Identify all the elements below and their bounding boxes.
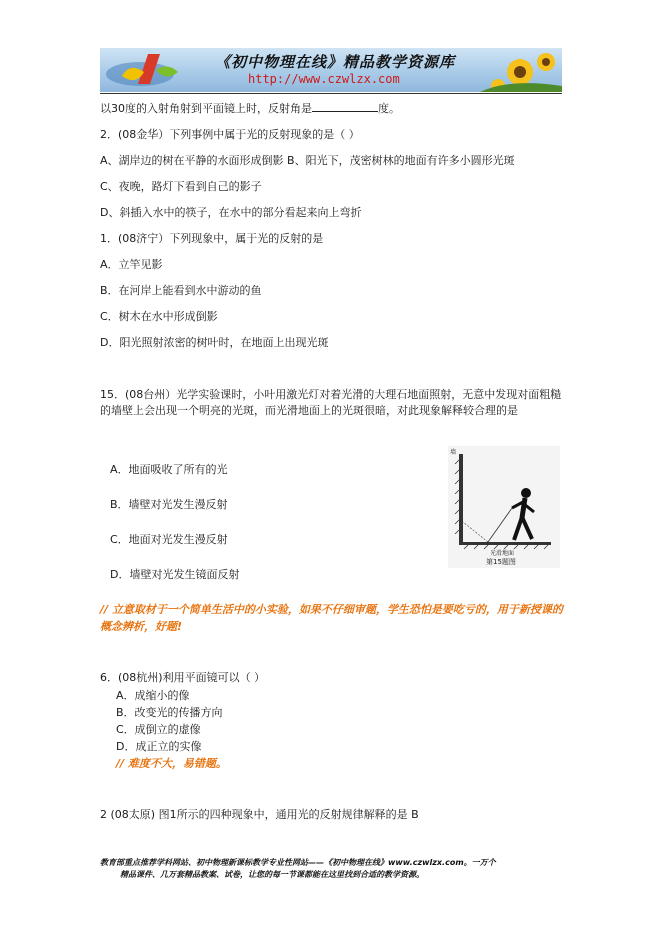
- floor: [459, 542, 551, 545]
- footer-line-2: 精品课件、几万套精品教案、试卷，让您的每一节课都能在这里找到合适的教学资源。: [120, 870, 424, 879]
- footer-line-1: 教育部重点推荐学科网站、初中物理新课标教学专业性网站——《初中物理在线》www.czwlzx.com。一万个: [100, 858, 496, 867]
- hangzhou-option-c: C．成倒立的虚像: [116, 723, 201, 736]
- intro-text: 以30度的入射角射到平面镜上时，反射角是: [100, 102, 312, 115]
- jining-option-a: A．立竿见影: [100, 258, 163, 271]
- taizhou-comment: // 立意取材于一个简单生活中的小实验，如果不仔细审题，学生恐怕是要吃亏的，用于新授课的概念辨析，好题!: [100, 603, 563, 633]
- hangzhou-option-a: A．成缩小的像: [116, 689, 190, 702]
- taizhou-option-a: A．地面吸收了所有的光: [110, 463, 228, 476]
- hangzhou-option-b: B．改变光的传播方向: [116, 706, 223, 719]
- taizhou-option-c: C．地面对光发生漫反射: [110, 533, 228, 546]
- jining-option-b: B．在河岸上能看到水中游动的鱼: [100, 284, 262, 297]
- taizhou-option-d: D．墙壁对光发生镜面反射: [110, 568, 240, 581]
- figure-caption: 第15题图: [486, 558, 516, 566]
- hangzhou-option-d: D．成正立的实像: [116, 740, 202, 753]
- jining-option-c: C．树木在水中形成倒影: [100, 310, 218, 323]
- figure-15: [448, 446, 560, 568]
- header-rule: [100, 93, 562, 94]
- intro-unit: 度。: [378, 102, 400, 115]
- wall-label: 墙: [450, 449, 457, 456]
- floor-label: 光滑地面: [490, 550, 515, 557]
- intro-question: [100, 102, 400, 116]
- wall: [459, 454, 463, 544]
- answer-blank[interactable]: [312, 102, 378, 112]
- taiyuan-stem: 2 (08太原) 图1所示的四种现象中，通用光的反射规律解释的是 B: [100, 808, 419, 821]
- header-banner: [100, 48, 562, 92]
- hangzhou-comment: // 难度不大，易错题。: [116, 757, 227, 770]
- jinhua-stem: 2．(08金华）下列事例中属于光的反射现象的是（ ）: [100, 128, 360, 141]
- jining-option-d: D．阳光照射浓密的树叶时，在地面上出现光斑: [100, 336, 329, 349]
- banner-url[interactable]: http://www.czwlzx.com: [248, 72, 400, 86]
- taizhou-stem: 15．(08台州）光学实验课时，小叶用激光灯对着光滑的大理石地面照射，无意中发现对面粗糙的墙壁上会出现一个明亮的光斑，而光滑地面上的光斑很暗，对此现象解释较合理的是: [100, 388, 562, 417]
- hangzhou-stem: 6．(08杭州)利用平面镜可以（ ）: [100, 671, 266, 684]
- jining-stem: 1．(08济宁）下列现象中，属于光的反射的是: [100, 232, 324, 245]
- jinhua-option-ab: A、湖岸边的树在平静的水面形成倒影 B、阳光下，茂密树林的地面有许多小圆形光斑: [100, 154, 515, 167]
- jinhua-option-d: D、斜插入水中的筷子，在水中的部分看起来向上弯折: [100, 206, 362, 219]
- banner-title: 《初中物理在线》精品教学资源库: [215, 53, 456, 71]
- taizhou-option-b: B．墙壁对光发生漫反射: [110, 498, 228, 511]
- jinhua-option-c: C、夜晚，路灯下看到自己的影子: [100, 180, 262, 193]
